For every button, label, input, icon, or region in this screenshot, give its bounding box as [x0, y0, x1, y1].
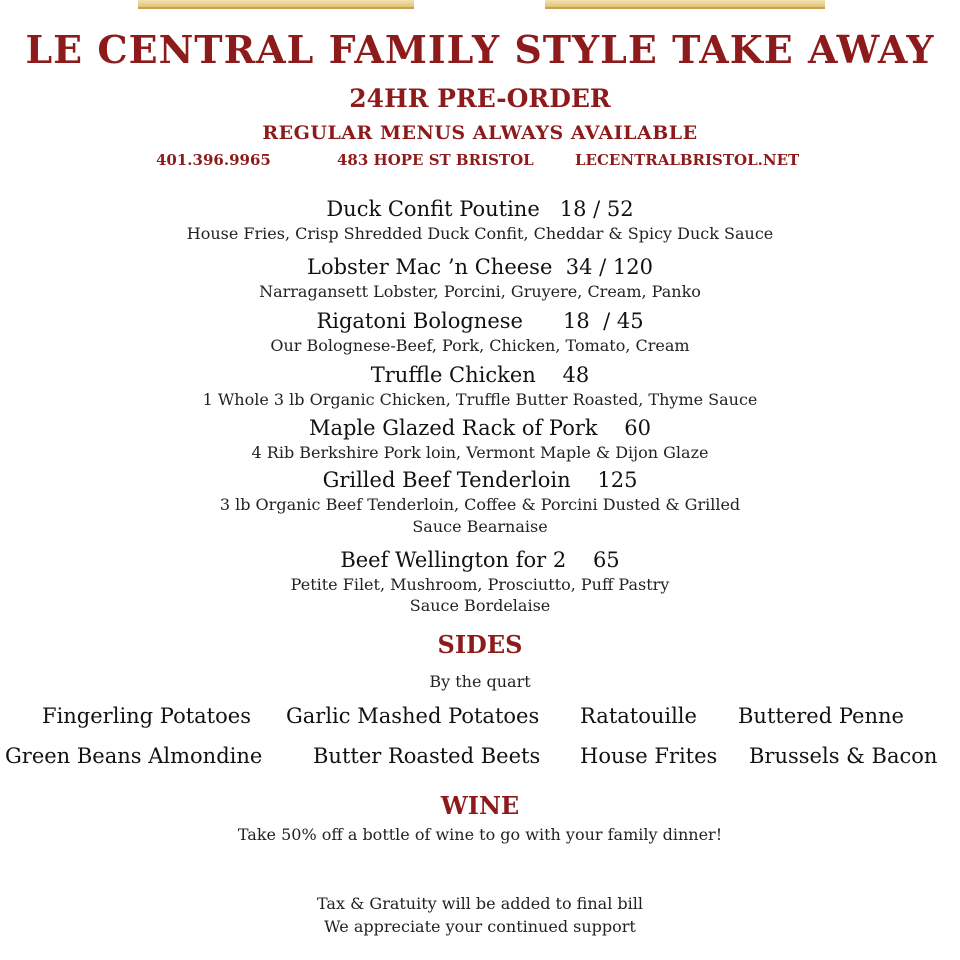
- side-item: Fingerling Potatoes: [42, 704, 251, 728]
- phone-number: 401.396.9965: [156, 151, 271, 169]
- wine-heading: WINE: [440, 791, 520, 820]
- side-item: Ratatouille: [580, 704, 697, 728]
- sides-note: By the quart: [429, 672, 531, 691]
- dish-description: 4 Rib Berkshire Pork loin, Vermont Maple & Dijon Glaze: [251, 443, 709, 462]
- side-item: Butter Roasted Beets: [313, 744, 541, 768]
- dish-description-sauce: Sauce Bearnaise: [412, 517, 548, 536]
- wine-note: Take 50% off a bottle of wine to go with your family dinner!: [237, 825, 723, 844]
- dish-description: 3 lb Organic Beef Tenderloin, Coffee & Porcini Dusted & Grilled: [219, 495, 741, 514]
- side-item: Buttered Penne: [738, 704, 904, 728]
- dish-description: 1 Whole 3 lb Organic Chicken, Truffle Butter Roasted, Thyme Sauce: [202, 390, 758, 409]
- side-item: Garlic Mashed Potatoes: [286, 704, 540, 728]
- menu-title: LE CENTRAL FAMILY STYLE TAKE AWAY: [25, 27, 935, 72]
- side-item: Green Beans Almondine: [5, 744, 263, 768]
- street-address: 483 HOPE ST BRISTOL: [337, 151, 534, 169]
- dish-name: Beef Wellington for 2 65: [340, 548, 620, 572]
- dish-name: Grilled Beef Tenderloin 125: [322, 468, 638, 492]
- decorative-border-left: [138, 0, 414, 9]
- side-item: House Frites: [580, 744, 718, 768]
- decorative-border-right: [545, 0, 825, 9]
- thanks-note: We appreciate your continued support: [324, 917, 636, 936]
- dish-description: Petite Filet, Mushroom, Prosciutto, Puff Pastry: [290, 575, 670, 594]
- website-address: LECENTRALBRISTOL.NET: [575, 151, 800, 169]
- dish-name: Lobster Mac ’n Cheese 34 / 120: [307, 255, 653, 279]
- dish-description-sauce: Sauce Bordelaise: [409, 596, 551, 615]
- dish-name: Rigatoni Bolognese 18 / 45: [316, 309, 644, 333]
- tax-note: Tax & Gratuity will be added to final bill: [317, 894, 643, 913]
- dish-name: Duck Confit Poutine 18 / 52: [326, 197, 634, 221]
- menu-tagline: REGULAR MENUS ALWAYS AVAILABLE: [262, 122, 698, 144]
- sides-heading: SIDES: [437, 630, 523, 659]
- dish-name: Truffle Chicken 48: [370, 363, 590, 387]
- dish-description: Narragansett Lobster, Porcini, Gruyere, Cream, Panko: [259, 282, 701, 301]
- dish-description: Our Bolognese-Beef, Pork, Chicken, Tomato, Cream: [270, 336, 690, 355]
- side-item: Brussels & Bacon: [749, 744, 938, 768]
- preorder-subtitle: 24HR PRE-ORDER: [349, 84, 611, 113]
- dish-name: Maple Glazed Rack of Pork 60: [308, 416, 652, 440]
- dish-description: House Fries, Crisp Shredded Duck Confit, Cheddar & Spicy Duck Sauce: [186, 224, 774, 243]
